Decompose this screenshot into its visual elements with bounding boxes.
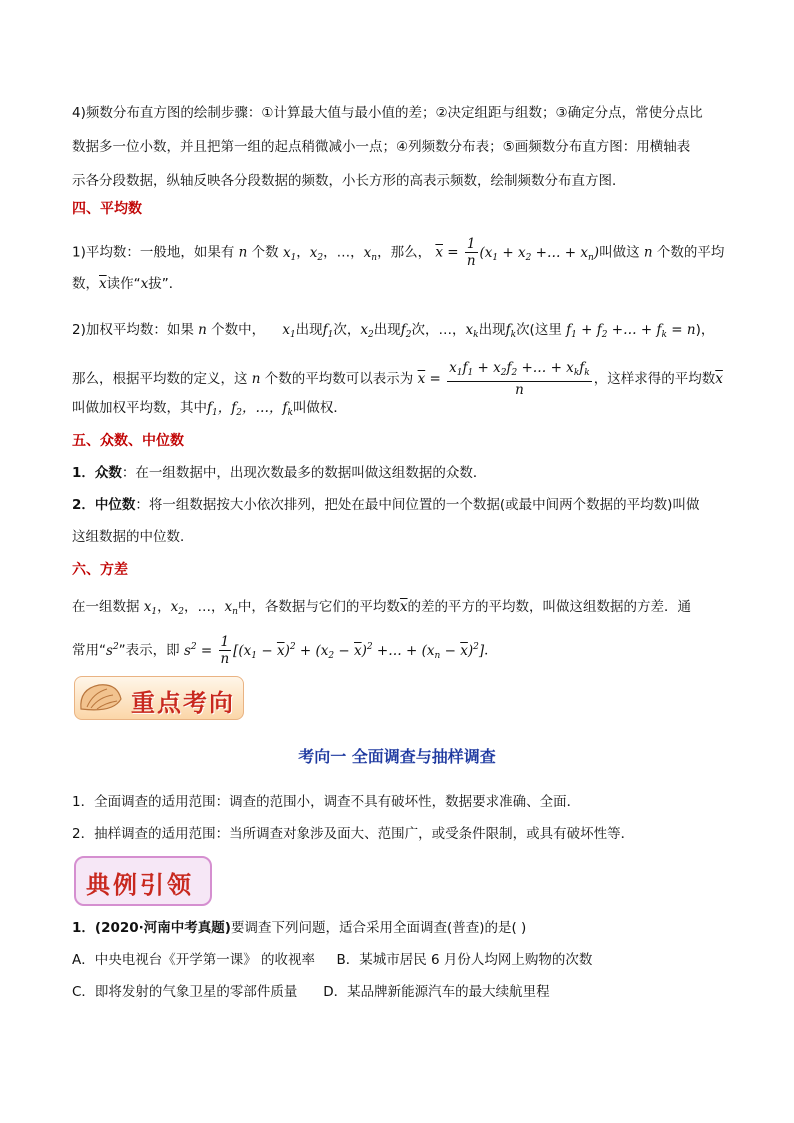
direction-title: 考向一 全面调查与抽样调查: [298, 747, 496, 766]
weighted-mean-line-1: 2)加权平均数：如果 n 个数中， $x_1$出现$f_1$次，$x_2$出现$f_2$次，…，$x_k$出现$f_k$次(这里 $f_1 + f_2$ +… + $f_k = n$)，: [72, 322, 715, 340]
full-survey-scope: 1．全面调查的适用范围：调查的范围小，调查不具有破坏性，数据要求准确、全面．: [72, 794, 581, 810]
heading-mode-median: 五、众数、中位数: [72, 433, 184, 449]
fraction-weighted-mean: $\frac{x_1f_1 + x_2f_2 +\dots + x_kf_k}{n}$: [449, 360, 590, 398]
weighted-mean-line-3: 叫做加权平均数，其中$f_1$，$f_2$，…，$f_k$叫做权．: [72, 400, 347, 418]
step4-line-3: 示各分段数据，纵轴反映各分段数据的频数，小长方形的高表示频数，绘制频数分布直方图．: [72, 173, 626, 189]
variance-line-1: 在一组数据 $x_1$，$x_2$，…，$x_n$中，各数据与它们的平均数$\overline{x}$的差的平方的平均数，叫做这组数据的方差．通: [72, 599, 692, 617]
option-a[interactable]: A．中央电视台《开学第一课》 的收视率: [72, 952, 316, 968]
fraction-one-over-n: $\frac{1}{n}$: [466, 236, 476, 269]
variance-line-2: 常用“$s^2$”表示，即 $s^2$ = $\frac{1}{n}$ [$(x_1 - \overline{x})^2 + (x_2 - \overline{x})^2$ +… + $(x_n - \overline{x})^2$]．: [72, 634, 498, 667]
step4-line-2: 数据多一位小数，并且把第一组的起点稍微减小一点；④列频数分布表；⑤画频数分布直方图：用横轴表: [72, 139, 691, 155]
weighted-mean-line-2: 那么，根据平均数的定义，这 n 个数的平均数可以表示为 $\overline{x}$ = $\frac{x_1f_1 + x_2f_2 +\dots + x_kf_k}{n}$ ，这样求得的平均数$\overline{x}$: [72, 360, 723, 398]
key-directions-banner: [74, 676, 244, 720]
banner-title: 重点考向: [131, 688, 235, 717]
mode-definition: 1．众数：在一组数据中，出现次数最多的数据叫做这组数据的众数．: [72, 465, 487, 481]
mean-definition-line-2: 数，$\overline{x}$读作“x拔”．: [72, 276, 183, 292]
option-b[interactable]: B．某城市居民 6 月份人均网上购物的次数: [336, 952, 593, 968]
example-banner: [74, 856, 212, 906]
sample-survey-scope: 2．抽样调查的适用范围：当所调查对象涉及面大、范围广，或受条件限制，或具有破坏性等．: [72, 826, 635, 842]
question-options-row-1: [72, 950, 592, 970]
fraction-one-over-n-variance: $\frac{1}{n}$: [220, 634, 230, 667]
median-definition-line-2: 这组数据的中位数．: [72, 529, 194, 545]
heading-mean: 四、平均数: [72, 201, 142, 217]
shell-icon: [77, 679, 123, 715]
option-d[interactable]: D．某品牌新能源汽车的最大续航里程: [323, 984, 550, 1000]
question-stem: 1．(2020·河南中考真题)要调查下列问题，适合采用全面调查(普查)的是( ): [72, 920, 527, 936]
median-definition-line-1: 2．中位数：将一组数据按大小依次排列，把处在最中间位置的一个数据(或最中间两个数据的平均数)叫做: [72, 497, 700, 513]
mean-definition-line-1: 1)平均数：一般地，如果有 n 个数 $x_1$，$x_2$，…，$x_n$，那么， $\overline{x}$ = $\frac{1}{n}$ ($x_1 + x_2$ +… + $x_n$)叫做这 n 个数的平均: [72, 236, 725, 269]
example-banner-title: 典例引领: [86, 870, 194, 899]
step4-line-1: 4)频数分布直方图的绘制步骤：①计算最大值与最小值的差；②决定组距与组数；③确定分点，常使分点比: [72, 105, 703, 121]
question-options-row-2: [72, 982, 550, 1002]
heading-variance: 六、方差: [72, 562, 128, 578]
option-c[interactable]: C．即将发射的气象卫星的零部件质量: [72, 984, 298, 1000]
